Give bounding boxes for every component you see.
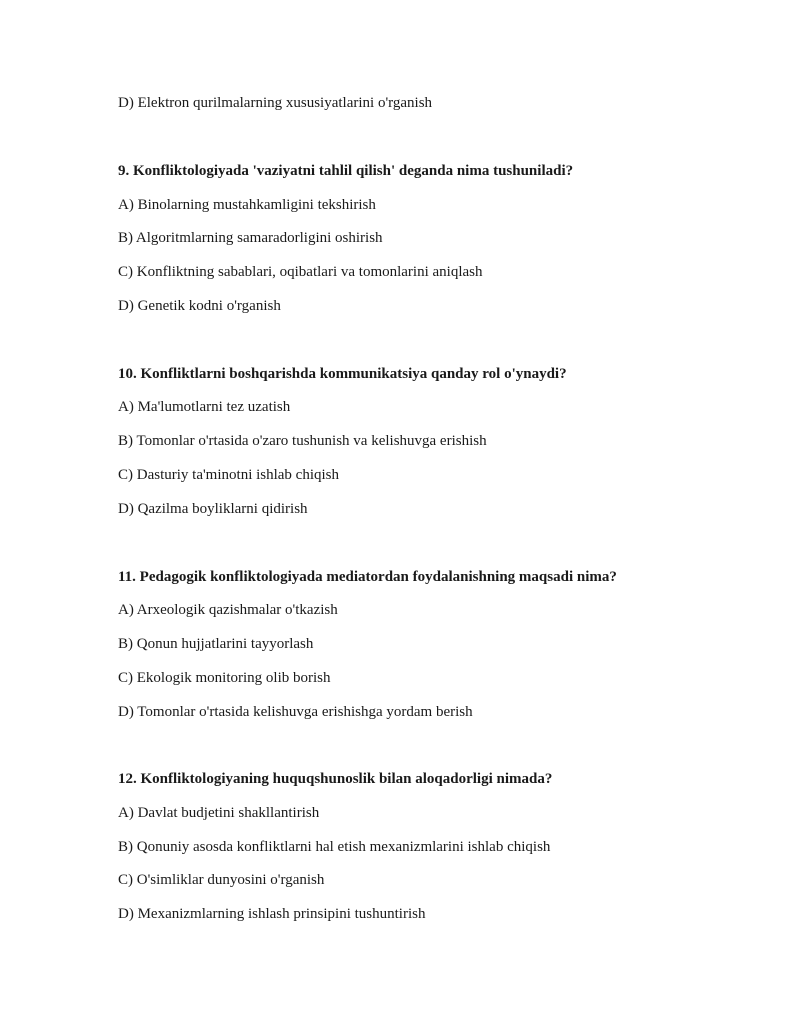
question-12-option-b: B) Qonuniy asosda konfliktlarni hal etish mexanizmlarini ishlab chiqish [118,839,551,855]
question-11-option-d: D) Tomonlar o'rtasida kelishuvga erishishga yordam berish [118,704,473,720]
question-10-option-c: C) Dasturiy ta'minotni ishlab chiqish [118,467,340,483]
question-10-option-b: B) Tomonlar o'rtasida o'zaro tushunish va kelishuvga erishish [118,433,487,449]
question-10-option-a: A) Ma'lumotlarni tez uzatish [118,399,291,415]
question-10: 10. Konfliktlarni boshqarishda kommunikatsiya qanday rol o'ynaydi? [118,366,567,382]
question-9: 9. Konfliktologiyada 'vaziyatni tahlil qilish' deganda nima tushuniladi? [118,163,574,179]
question-12-option-a: A) Davlat budjetini shakllantirish [118,805,320,821]
question-11-option-c: C) Ekologik monitoring olib borish [118,670,331,686]
question-9-option-a: A) Binolarning mustahkamligini tekshirish [118,197,376,213]
question-12-option-d: D) Mexanizmlarning ishlash prinsipini tushuntirish [118,906,426,922]
question-11: 11. Pedagogik konfliktologiyada mediatordan foydalanishning maqsadi nima? [118,569,617,585]
carryover-option-d: D) Elektron qurilmalarning xususiyatlarini o'rganish [118,95,433,111]
question-12: 12. Konfliktologiyaning huquqshunoslik bilan aloqadorligi nimada? [118,771,553,787]
question-10-option-d: D) Qazilma boyliklarni qidirish [118,501,308,517]
question-12-option-c: C) O'simliklar dunyosini o'rganish [118,872,325,888]
question-9-option-c: C) Konfliktning sabablari, oqibatlari va tomonlarini aniqlash [118,264,483,280]
document-page [118,0,758,1035]
question-9-option-b: B) Algoritmlarning samaradorligini oshirish [118,230,383,246]
question-11-option-b: B) Qonun hujjatlarini tayyorlash [118,636,314,652]
question-11-option-a: A) Arxeologik qazishmalar o'tkazish [118,602,338,618]
question-9-option-d: D) Genetik kodni o'rganish [118,298,281,314]
